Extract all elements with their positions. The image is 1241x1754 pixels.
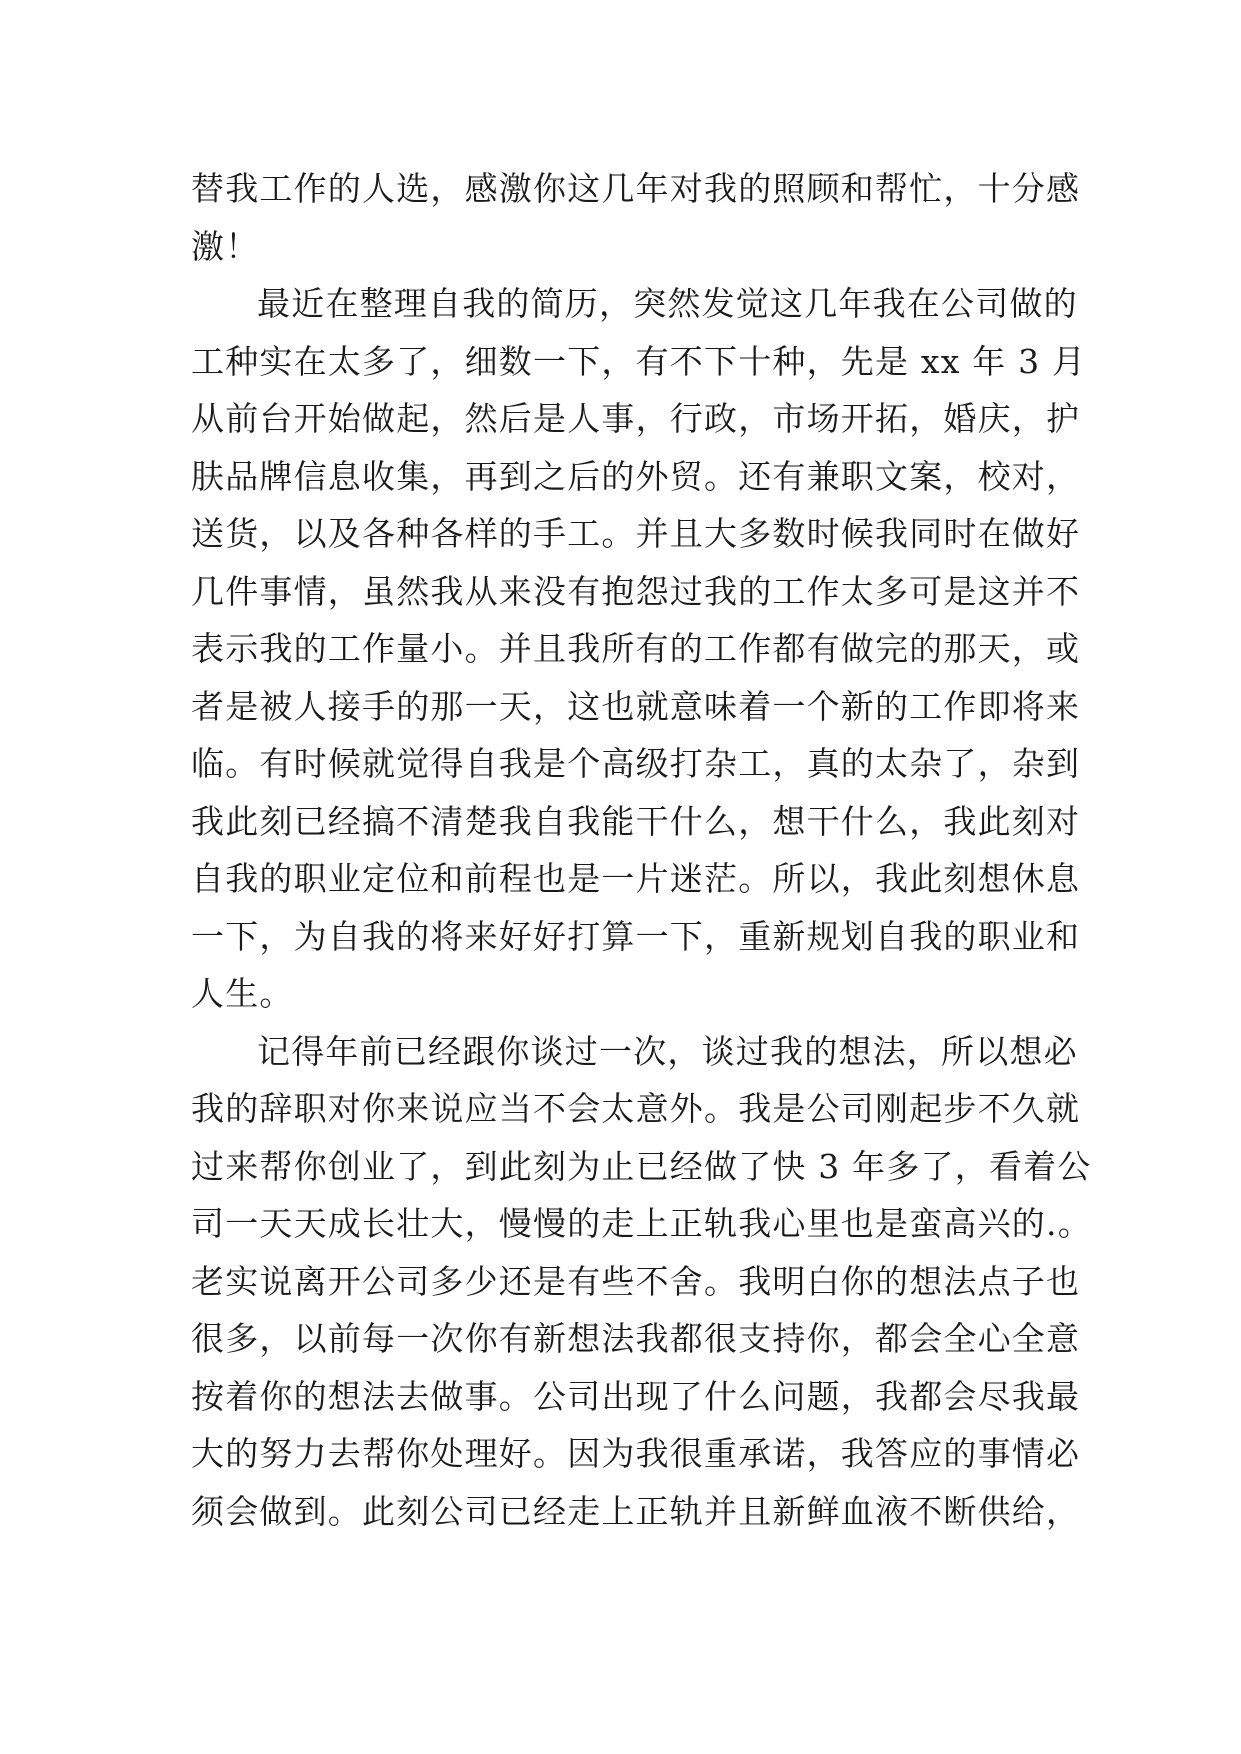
text-line: 替我工作的人选，感激你这几年对我的照顾和帮忙，十分感 [191,169,1081,208]
text-line: 很多，以前每一次你有新想法我都很支持你，都会全心全意 [191,1319,1081,1358]
text-line: 人生。 [191,974,294,1013]
text-line: 我的辞职对你来说应当不会太意外。我是公司刚起步不久就 [191,1089,1081,1128]
text-line: 表示我的工作量小。并且我所有的工作都有做完的那天，或 [191,629,1081,668]
text-line: 临。有时候就觉得自我是个高级打杂工，真的太杂了，杂到 [191,744,1081,783]
letter-body [191,160,1092,1540]
text-line: 工种实在太多了，细数一下，有不下十种，先是 xx 年 3 月 [191,341,1087,381]
paragraph-first-line: 最近在整理自我的简历，突然发觉这几年我在公司做的 [257,284,1078,323]
text-line: 送货，以及各种各样的手工。并且大多数时候我同时在做好 [191,514,1081,553]
text-line: 司一天天成长壮大，慢慢的走上正轨我心里也是蛮高兴的.。 [191,1204,1092,1243]
text-line: 自我的职业定位和前程也是一片迷茫。所以，我此刻想休息 [191,859,1081,898]
paragraph-first-line: 记得年前已经跟你谈过一次，谈过我的想法，所以想必 [257,1031,1078,1071]
text-line: 大的努力去帮你处理好。因为我很重承诺，我答应的事情必 [191,1434,1081,1473]
text-line: 我此刻已经搞不清楚我自我能干什么，想干什么，我此刻对 [191,801,1081,841]
text-line: 须会做到。此刻公司已经走上正轨并且新鲜血液不断供给， [191,1491,1081,1531]
text-line: 肤品牌信息收集，再到之后的外贸。还有兼职文案，校对， [191,456,1081,496]
text-line: 几件事情，虽然我从来没有抱怨过我的工作太多可是这并不 [191,571,1081,611]
text-line: 激！ [191,226,260,266]
text-line: 按着你的想法去做事。公司出现了什么问题，我都会尽我最 [191,1376,1081,1416]
text-line: 一下，为自我的将来好好打算一下，重新规划自我的职业和 [191,916,1081,956]
text-line: 过来帮你创业了，到此刻为止已经做了快 3 年多了，看着公 [191,1146,1092,1186]
text-line: 从前台开始做起，然后是人事，行政，市场开拓，婚庆，护 [191,399,1081,438]
text-line: 老实说离开公司多少还是有些不舍。我明白你的想法点子也 [191,1261,1081,1301]
text-line: 者是被人接手的那一天，这也就意味着一个新的工作即将来 [191,686,1081,726]
